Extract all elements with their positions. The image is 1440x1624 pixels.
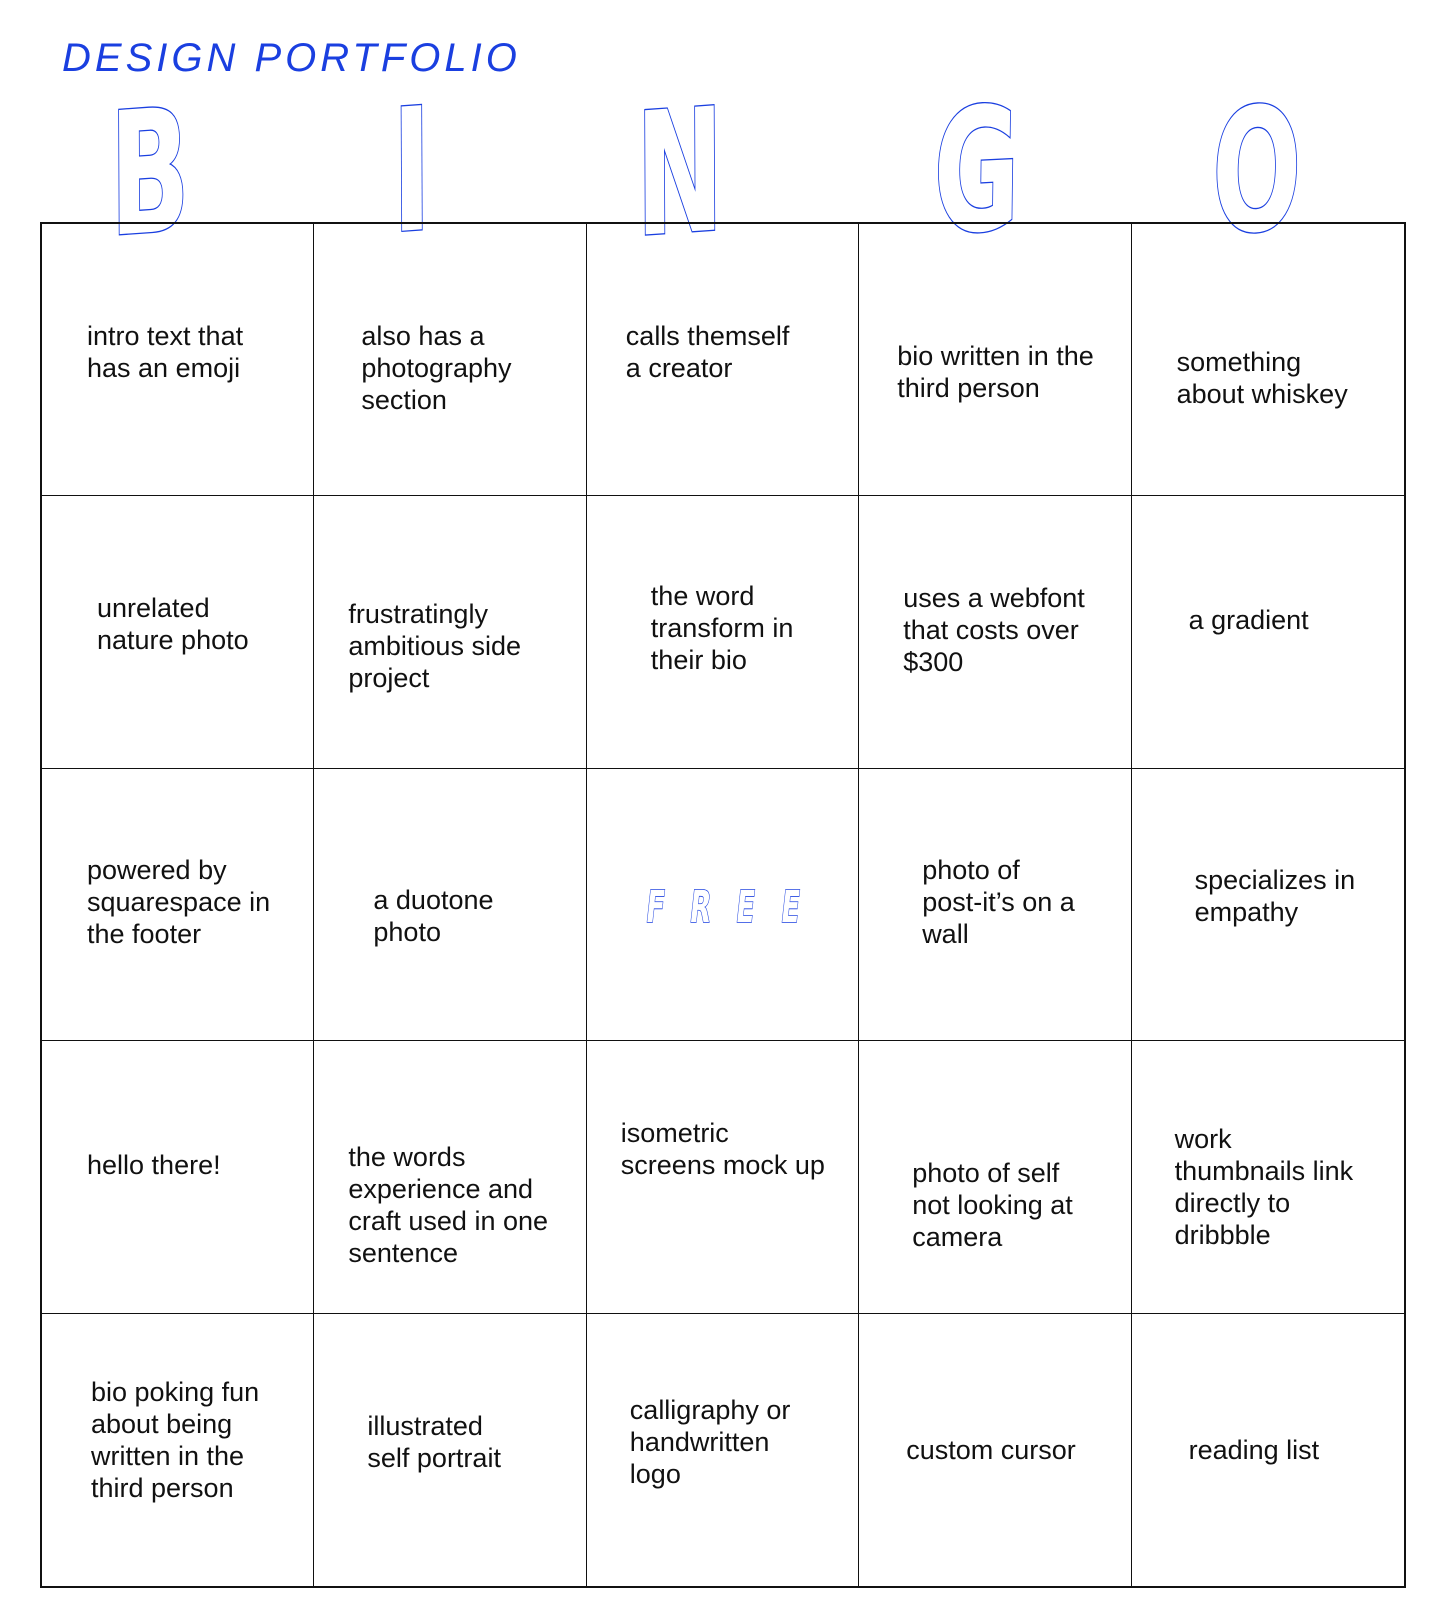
bingo-cell-r4-c2: [314, 1041, 586, 1313]
bingo-letter-o: O: [1210, 71, 1303, 274]
free-letter-1: F: [643, 881, 669, 934]
bingo-cell-text: uses a webfont that costs over $300: [903, 583, 1085, 678]
bingo-cell-text: unrelated nature photo: [97, 593, 249, 656]
free-letter-3: E: [733, 881, 759, 934]
bingo-cell-text: reading list: [1188, 1434, 1320, 1465]
bingo-cell-r4-c5: [1132, 1041, 1404, 1313]
bingo-cell-r5-c3: [587, 1314, 859, 1586]
bingo-letter-n: N: [635, 72, 725, 276]
bingo-letter-b: B: [109, 72, 191, 276]
bingo-header: [0, 0, 1440, 276]
free-space-cell: [587, 769, 859, 1041]
bingo-cell-r5-c4: [859, 1314, 1131, 1586]
bingo-cell-text: the word transform in their bio: [650, 581, 794, 676]
bingo-cell-text: calligraphy or handwritten logo: [629, 1394, 791, 1489]
free-letter-4: E: [778, 881, 804, 934]
bingo-cell-r3-c1: [42, 769, 314, 1041]
bingo-cell-text: a duotone photo: [373, 885, 494, 948]
bingo-cell-r1-c3: [587, 224, 859, 496]
bingo-cell-text: photo of self not looking at camera: [912, 1157, 1073, 1252]
bingo-cell-text: bio poking fun about being written in the third person: [91, 1376, 260, 1503]
bingo-cell-text: work thumbnails link directly to dribbble: [1174, 1123, 1354, 1250]
bingo-cell-r5-c5: [1132, 1314, 1404, 1586]
bingo-cell-text: also has a photography section: [361, 320, 512, 415]
bingo-cell-r4-c3: [587, 1041, 859, 1313]
free-letter-2: R: [687, 881, 715, 934]
bingo-cell-text: specializes in empathy: [1194, 865, 1356, 928]
bingo-cell-r3-c4: [859, 769, 1131, 1041]
bingo-cell-r2-c1: [42, 496, 314, 768]
bingo-cell-r2-c5: [1132, 496, 1404, 768]
bingo-cell-text: the words experience and craft used in one sentence: [348, 1141, 549, 1268]
bingo-cell-r4-c4: [859, 1041, 1131, 1313]
bingo-cell-r1-c1: [42, 224, 314, 496]
bingo-cell-r2-c3: [587, 496, 859, 768]
bingo-cell-text: calls themself a creator: [625, 320, 790, 383]
bingo-cell-r2-c2: [314, 496, 586, 768]
bingo-cell-r3-c5: [1132, 769, 1404, 1041]
bingo-cell-text: photo of post-it’s on a wall: [922, 855, 1075, 950]
bingo-cell-text: a gradient: [1188, 605, 1309, 636]
bingo-cell-text: custom cursor: [906, 1434, 1076, 1465]
page-title: DESIGN PORTFOLIO: [62, 36, 521, 80]
bingo-letter-i: I: [391, 72, 432, 273]
bingo-grid: [40, 222, 1406, 1588]
bingo-cell-r1-c5: [1132, 224, 1404, 496]
bingo-cell-text: something about whiskey: [1176, 346, 1348, 409]
bingo-cell-text: illustrated self portrait: [367, 1410, 501, 1473]
bingo-cell-r3-c2: [314, 769, 586, 1041]
bingo-cell-r4-c1: [42, 1041, 314, 1313]
bingo-cell-text: frustratingly ambitious side project: [348, 599, 521, 694]
bingo-cell-r2-c4: [859, 496, 1131, 768]
bingo-cell-text: intro text that has an emoji: [87, 320, 244, 383]
bingo-cell-text: bio written in the third person: [897, 340, 1094, 403]
bingo-cell-r1-c4: [859, 224, 1131, 496]
free-space-label: [632, 874, 812, 934]
bingo-cell-text: powered by squarespace in the footer: [87, 855, 271, 950]
bingo-letter-g: G: [932, 71, 1022, 274]
bingo-cell-text: isometric screens mock up: [620, 1117, 825, 1180]
bingo-cell-r5-c1: [42, 1314, 314, 1586]
bingo-cell-r5-c2: [314, 1314, 586, 1586]
bingo-cell-r1-c2: [314, 224, 586, 496]
bingo-cell-text: hello there!: [87, 1149, 221, 1180]
